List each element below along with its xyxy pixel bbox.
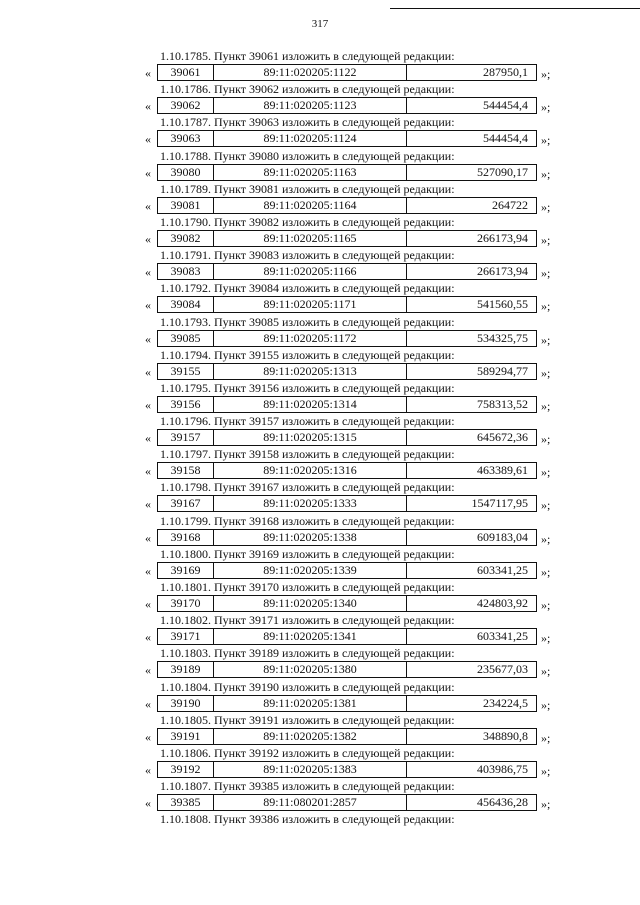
entry-heading: 1.10.1785. Пункт 39061 изложить в следующей редакции: (160, 49, 455, 63)
cadastral-number-cell: 89:11:020205:1314 (214, 397, 407, 412)
value-cell: 609183,04 (477, 529, 528, 544)
table-row (157, 661, 537, 678)
entry-heading: 1.10.1806. Пункт 39192 изложить в следующей редакции: (160, 745, 455, 760)
closing-quote: »; (541, 498, 551, 513)
list-item (0, 149, 640, 182)
opening-quote: « (145, 729, 151, 744)
closing-quote: »; (541, 664, 551, 679)
value-cell: 424803,92 (477, 596, 528, 610)
entry-heading: 1.10.1794. Пункт 39155 изложить в следующей редакции: (160, 347, 455, 362)
list-item (0, 115, 640, 148)
opening-quote: « (145, 397, 151, 412)
item-number-cell: 39080 (158, 165, 214, 180)
closing-quote: »; (541, 730, 551, 745)
table-row (157, 197, 537, 214)
table-row (157, 130, 537, 147)
cadastral-number-cell: 89:11:020205:1315 (214, 430, 407, 445)
value-cell: 1547117,95 (471, 496, 528, 511)
entry-heading: 1.10.1787. Пункт 39063 изложить в следующей редакции: (160, 115, 455, 130)
opening-quote: « (145, 198, 151, 213)
cadastral-number-cell: 89:11:020205:1382 (214, 729, 407, 744)
opening-quote: « (145, 132, 151, 147)
item-number-cell: 39062 (158, 98, 214, 113)
entry-heading: 1.10.1788. Пункт 39080 изложить в следующей редакции: (160, 148, 455, 163)
opening-quote: « (145, 99, 151, 114)
list-item (0, 414, 640, 447)
opening-quote: « (145, 66, 151, 80)
entry-heading: 1.10.1796. Пункт 39157 изложить в следующей редакции: (160, 414, 455, 429)
opening-quote: « (145, 331, 151, 346)
table-row (157, 396, 537, 413)
opening-quote: « (145, 630, 151, 645)
list-item (0, 215, 640, 248)
cadastral-number-cell: 89:11:020205:1316 (214, 463, 407, 478)
value-cell: 264722 (492, 197, 528, 212)
value-cell: 287950,1 (483, 65, 528, 79)
item-number-cell: 39081 (158, 198, 214, 213)
entry-heading: 1.10.1792. Пункт 39084 изложить в следующей редакции: (160, 281, 455, 296)
table-row (157, 728, 537, 745)
closing-quote: »; (541, 432, 551, 447)
table-row (157, 230, 537, 247)
list-item (0, 613, 640, 646)
entry-heading: 1.10.1800. Пункт 39169 изложить в следующей редакции: (160, 546, 455, 561)
table-row (157, 462, 537, 479)
list-item (0, 281, 640, 314)
entry-heading: 1.10.1798. Пункт 39167 изложить в следующей редакции: (160, 480, 455, 495)
item-number-cell: 39158 (158, 463, 214, 478)
list-item (0, 779, 640, 812)
list-item (0, 680, 640, 713)
cadastral-number-cell: 89:11:020205:1122 (214, 65, 407, 80)
list-item (0, 514, 640, 547)
entry-heading: 1.10.1790. Пункт 39082 изложить в следующей редакции: (160, 214, 455, 229)
item-number-cell: 39190 (158, 696, 214, 711)
page-number: 317 (311, 18, 329, 30)
table-row (157, 164, 537, 181)
item-number-cell: 39189 (158, 662, 214, 677)
opening-quote: « (145, 464, 151, 479)
closing-quote: »; (541, 598, 551, 612)
cadastral-number-cell: 89:11:020205:1341 (214, 629, 407, 644)
cadastral-number-cell: 89:11:020205:1381 (214, 696, 407, 711)
value-cell: 403986,75 (477, 761, 528, 776)
item-number-cell: 39171 (158, 629, 214, 644)
item-number-cell: 39084 (158, 297, 214, 312)
cadastral-number-cell: 89:11:020205:1333 (214, 496, 407, 511)
entry-heading: 1.10.1797. Пункт 39158 изложить в следующей редакции: (160, 447, 455, 462)
item-number-cell: 39061 (158, 65, 214, 80)
list-item (0, 49, 640, 82)
entry-heading: 1.10.1805. Пункт 39191 изложить в следующей редакции: (160, 712, 455, 727)
table-row (157, 695, 537, 712)
table-row (157, 761, 537, 778)
closing-quote: »; (541, 199, 551, 214)
value-cell: 527090,17 (477, 164, 528, 179)
item-number-cell: 39170 (158, 596, 214, 611)
entry-heading: 1.10.1802. Пункт 39171 изложить в следующей редакции: (160, 613, 455, 628)
entries-list (0, 49, 640, 846)
cadastral-number-cell: 89:11:020205:1340 (214, 596, 407, 611)
cadastral-number-cell: 89:11:020205:1165 (214, 231, 407, 246)
entry-heading: 1.10.1804. Пункт 39190 изложить в следующей редакции: (160, 679, 455, 694)
list-item (0, 746, 640, 779)
opening-quote: « (145, 497, 151, 512)
closing-quote: »; (541, 266, 551, 281)
list-item (0, 713, 640, 746)
value-cell: 758313,52 (477, 396, 528, 411)
item-number-cell: 39155 (158, 364, 214, 379)
opening-quote: « (145, 563, 151, 578)
item-number-cell: 39169 (158, 563, 214, 578)
value-cell: 544454,4 (483, 98, 528, 113)
value-cell: 456436,28 (477, 795, 528, 810)
closing-quote: »; (541, 797, 551, 812)
entry-heading: 1.10.1801. Пункт 39170 изложить в следующей редакции: (160, 580, 455, 594)
top-rule (390, 8, 640, 9)
table-row (157, 296, 537, 313)
opening-quote: « (145, 530, 151, 545)
closing-quote: »; (541, 166, 551, 181)
opening-quote: « (145, 597, 151, 611)
closing-quote: »; (541, 332, 551, 347)
cadastral-number-cell: 89:11:020205:1163 (214, 165, 407, 180)
value-cell: 235677,03 (477, 662, 528, 677)
value-cell: 348890,8 (483, 728, 528, 743)
cadastral-number-cell: 89:11:020205:1171 (214, 297, 407, 312)
closing-quote: »; (541, 398, 551, 413)
value-cell: 463389,61 (477, 463, 528, 478)
list-item (0, 547, 640, 580)
closing-quote: »; (541, 67, 551, 81)
opening-quote: « (145, 796, 151, 811)
value-cell: 534325,75 (477, 330, 528, 345)
item-number-cell: 39157 (158, 430, 214, 445)
closing-quote: »; (541, 465, 551, 480)
table-row (157, 363, 537, 380)
value-cell: 589294,77 (477, 363, 528, 378)
cadastral-number-cell: 89:11:020205:1339 (214, 563, 407, 578)
value-cell: 266173,94 (477, 230, 528, 245)
item-number-cell: 39168 (158, 530, 214, 545)
item-number-cell: 39192 (158, 762, 214, 777)
item-number-cell: 39167 (158, 496, 214, 511)
list-item (0, 381, 640, 414)
table-row (157, 64, 537, 81)
closing-quote: »; (541, 232, 551, 247)
cadastral-number-cell: 89:11:020205:1164 (214, 198, 407, 213)
closing-quote: »; (541, 763, 551, 778)
item-number-cell: 39385 (158, 795, 214, 810)
opening-quote: « (145, 265, 151, 280)
list-item (0, 447, 640, 480)
cadastral-number-cell: 89:11:080201:2857 (214, 795, 407, 810)
opening-quote: « (145, 298, 151, 313)
list-item (0, 480, 640, 513)
cadastral-number-cell: 89:11:020205:1383 (214, 762, 407, 777)
table-row (157, 429, 537, 446)
opening-quote: « (145, 165, 151, 180)
opening-quote: « (145, 663, 151, 678)
value-cell: 541560,55 (477, 297, 528, 312)
cadastral-number-cell: 89:11:020205:1123 (214, 98, 407, 113)
cadastral-number-cell: 89:11:020205:1338 (214, 530, 407, 545)
cadastral-number-cell: 89:11:020205:1313 (214, 364, 407, 379)
cadastral-number-cell: 89:11:020205:1124 (214, 131, 407, 146)
closing-quote: »; (541, 299, 551, 314)
value-cell: 645672,36 (477, 430, 528, 445)
closing-quote: »; (541, 631, 551, 646)
entry-heading: 1.10.1795. Пункт 39156 изложить в следующей редакции: (160, 380, 455, 395)
value-cell: 234224,5 (483, 695, 528, 710)
item-number-cell: 39191 (158, 729, 214, 744)
list-item (0, 348, 640, 381)
opening-quote: « (145, 696, 151, 711)
entry-heading: 1.10.1803. Пункт 39189 изложить в следующей редакции: (160, 646, 455, 661)
cadastral-number-cell: 89:11:020205:1172 (214, 331, 407, 346)
table-row (157, 595, 537, 612)
list-item (0, 182, 640, 215)
table-row (157, 628, 537, 645)
table-row (157, 794, 537, 811)
closing-quote: »; (541, 100, 551, 115)
opening-quote: « (145, 364, 151, 379)
list-item (0, 580, 640, 613)
entry-heading: 1.10.1807. Пункт 39385 изложить в следующей редакции: (160, 779, 455, 794)
list-item (0, 646, 640, 679)
closing-quote: »; (541, 365, 551, 380)
table-row (157, 97, 537, 114)
opening-quote: « (145, 431, 151, 446)
entry-heading: 1.10.1793. Пункт 39085 изложить в следующей редакции: (160, 314, 455, 329)
table-row (157, 330, 537, 347)
item-number-cell: 39083 (158, 264, 214, 279)
table-row (157, 529, 537, 546)
item-number-cell: 39156 (158, 397, 214, 412)
closing-quote: »; (541, 564, 551, 579)
entry-heading: 1.10.1789. Пункт 39081 изложить в следующей редакции: (160, 181, 455, 196)
closing-quote: »; (541, 697, 551, 712)
entry-heading: 1.10.1786. Пункт 39062 изложить в следующей редакции: (160, 82, 455, 97)
item-number-cell: 39082 (158, 231, 214, 246)
value-cell: 603341,25 (477, 629, 528, 644)
list-item (0, 315, 640, 348)
closing-quote: »; (541, 531, 551, 546)
entry-heading: 1.10.1799. Пункт 39168 изложить в следующей редакции: (160, 513, 455, 528)
item-number-cell: 39063 (158, 131, 214, 146)
table-row (157, 562, 537, 579)
cadastral-number-cell: 89:11:020205:1166 (214, 264, 407, 279)
value-cell: 603341,25 (477, 562, 528, 577)
value-cell: 266173,94 (477, 264, 528, 279)
list-item (0, 82, 640, 115)
table-row (157, 263, 537, 280)
item-number-cell: 39085 (158, 331, 214, 346)
entry-heading: 1.10.1791. Пункт 39083 изложить в следующей редакции: (160, 248, 455, 263)
closing-quote: »; (541, 133, 551, 148)
opening-quote: « (145, 762, 151, 777)
entry-heading: 1.10.1808. Пункт 39386 изложить в следующей редакции: (160, 812, 455, 827)
opening-quote: « (145, 231, 151, 246)
cadastral-number-cell: 89:11:020205:1380 (214, 662, 407, 677)
value-cell: 544454,4 (483, 131, 528, 146)
table-row (157, 495, 537, 512)
list-item (0, 812, 640, 845)
list-item (0, 248, 640, 281)
